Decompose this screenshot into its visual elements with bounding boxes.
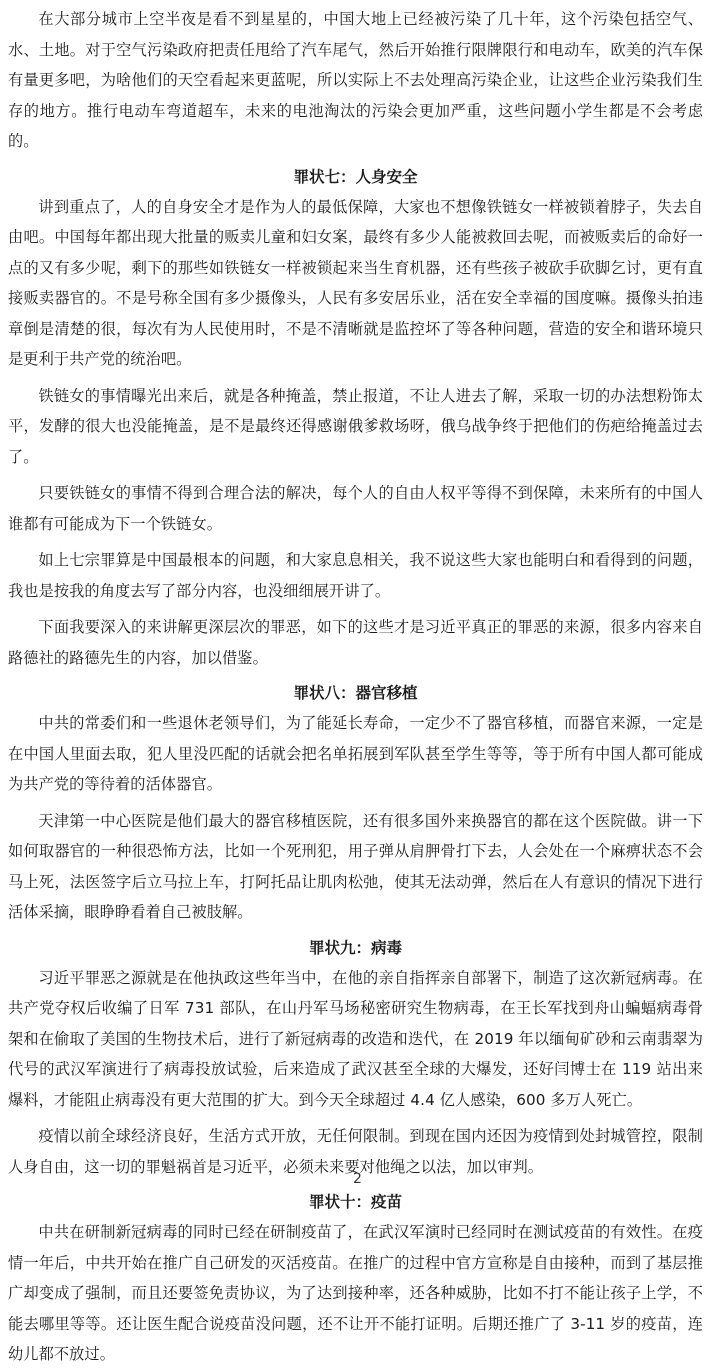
section-heading: 罪状七：人身安全 — [293, 167, 418, 186]
paragraph: 疫情以前全球经济良好，生活方式开放，无任何限制。到现在国内还因为疫情到处封城管控，限制人身自由，这一切的罪魁祸首是习近平，必须未来要对他绳之以法，加以审判。 — [8, 1127, 703, 1176]
section-heading: 罪状九：病毒 — [308, 938, 402, 957]
paragraph: 中共在研制新冠病毒的同时已经在研制疫苗了，在武汉军演时已经同时在测试疫苗的有效性。在疫情一年后，中共开始在推广自己研发的灭活疫苗。在推广的过程中官方宣称是自由接种，而到了基层推广却变成了强制，而且还要签免责协议，为了达到接种率，还各种威胁，比如不打不能让孩子上学，不能去哪里等等。还让医生配合说疫苗没问题，还不让开不能打证明。后期还推广了 3-11 岁的疫苗，连幼儿都不放过。 — [8, 1223, 703, 1363]
section-heading: 罪状八：器官移植 — [293, 684, 418, 702]
paragraph: 如上七宗罪算是中国最根本的问题，和大家息息相关，我不说这些大家也能明白和看得到的问题，我也是按我的角度去写了部分内容，也没细细展开讲了。 — [8, 551, 703, 600]
page-number: 2 — [353, 1171, 362, 1187]
paragraph: 中共的常委们和一些退休老领导们，为了能延长寿命，一定少不了器官移植，而器官来源，一定是在中国人里面去取，犯人里没匹配的话就会把名单拓展到军队甚至学生等等，等于所有中国人都可能成为共产党的等待着的活体器官。 — [8, 714, 703, 793]
paragraph: 在大部分城市上空半夜是看不到星星的，中国大地上已经被污染了几十年，这个污染包括空气、水、土地。对于空气污染政府把责任甩给了汽车尾气，然后开始推行限牌限行和电动车，欧美的汽车保有量更多吧，为啥他们的天空看起来更蓝呢，所以实际上不去处理高污染企业，让这些企业污染我们生存的地方。推行电动车弯道超车，未来的电池淘汰的污染会更加严重，这些问题小学生都是不会考虑的。 — [8, 10, 703, 150]
paragraph: 习近平罪恶之源就是在他执政这些年当中，在他的亲自指挥亲自部署下，制造了这次新冠病毒。在共产党夺权后收编了日军 731 部队，在山丹军马场秘密研究生物病毒，在王长军找到舟山蝙蝠病毒骨架和在偷取了美国的生物技术后，进行了新冠病毒的改造和迭代，在 2019 年以缅甸矿砂和云南翡翠为代号的武汉军演进行了病毒投放试验，后来造成了武汉甚至全球的大爆发，还好闫博士在 119 站出来爆料，才能阻止病毒没有更大范围的扩大。到今天全球超过 4.4 亿人感染，600 多万人死亡。 — [8, 968, 703, 1109]
paragraph: 讲到重点了，人的自身安全才是作为人的最低保障，大家也不想像铁链女一样被锁着脖子，失去自由吧。中国每年都出现大批量的贩卖儿童和妇女案，最终有多少人能被救回去呢，而被贩卖后的命好一点的又有多少呢，剩下的那些如铁链女一样被锁起来当生育机器，还有些孩子被砍手砍脚乞讨，更有直接贩卖器官的。不是号称全国有多少摄像头，人民有多安居乐业，活在安全幸福的国度嘛。摄像头拍违章倒是清楚的很，每次有为人民使用时，不是不清晰就是监控坏了等各种问题，营造的安全和谐环境只是更利于共产党的统治吧。 — [8, 197, 703, 368]
paragraph: 天津第一中心医院是他们最大的器官移植医院，还有很多国外来换器官的都在这个医院做。讲一下如何取器官的一种很恐怖方法，比如一个死刑犯，用子弹从肩胛骨打下去，人会处在一个麻痹状态不会马上死，法医签字后立马拉上车，打阿托品让肌肉松弛，使其无法动弹，然后在人有意识的情况下进行活体采摘，眼睁睁看着自己被肢解。 — [8, 811, 703, 921]
section-heading: 罪状十：疫苗 — [308, 1193, 402, 1211]
paragraph: 铁链女的事情曝光出来后，就是各种掩盖，禁止报道，不让人进去了解，采取一切的办法想粉饰太平，发酵的很大也没能掩盖，是不是最终还得感谢俄爹救场呀，俄乌战争终于把他们的伤疤给掩盖过去了。 — [8, 386, 703, 466]
paragraph: 下面我要深入的来讲解更深层次的罪恶，如下的这些才是习近平真正的罪恶的来源，很多内容来自路德社的路德先生的内容，加以借鉴。 — [8, 618, 703, 667]
paragraph: 只要铁链女的事情不得到合理合法的解决，每个人的自由人权平等得不到保障，未来所有的中国人谁都有可能成为下一个铁链女。 — [8, 484, 703, 533]
